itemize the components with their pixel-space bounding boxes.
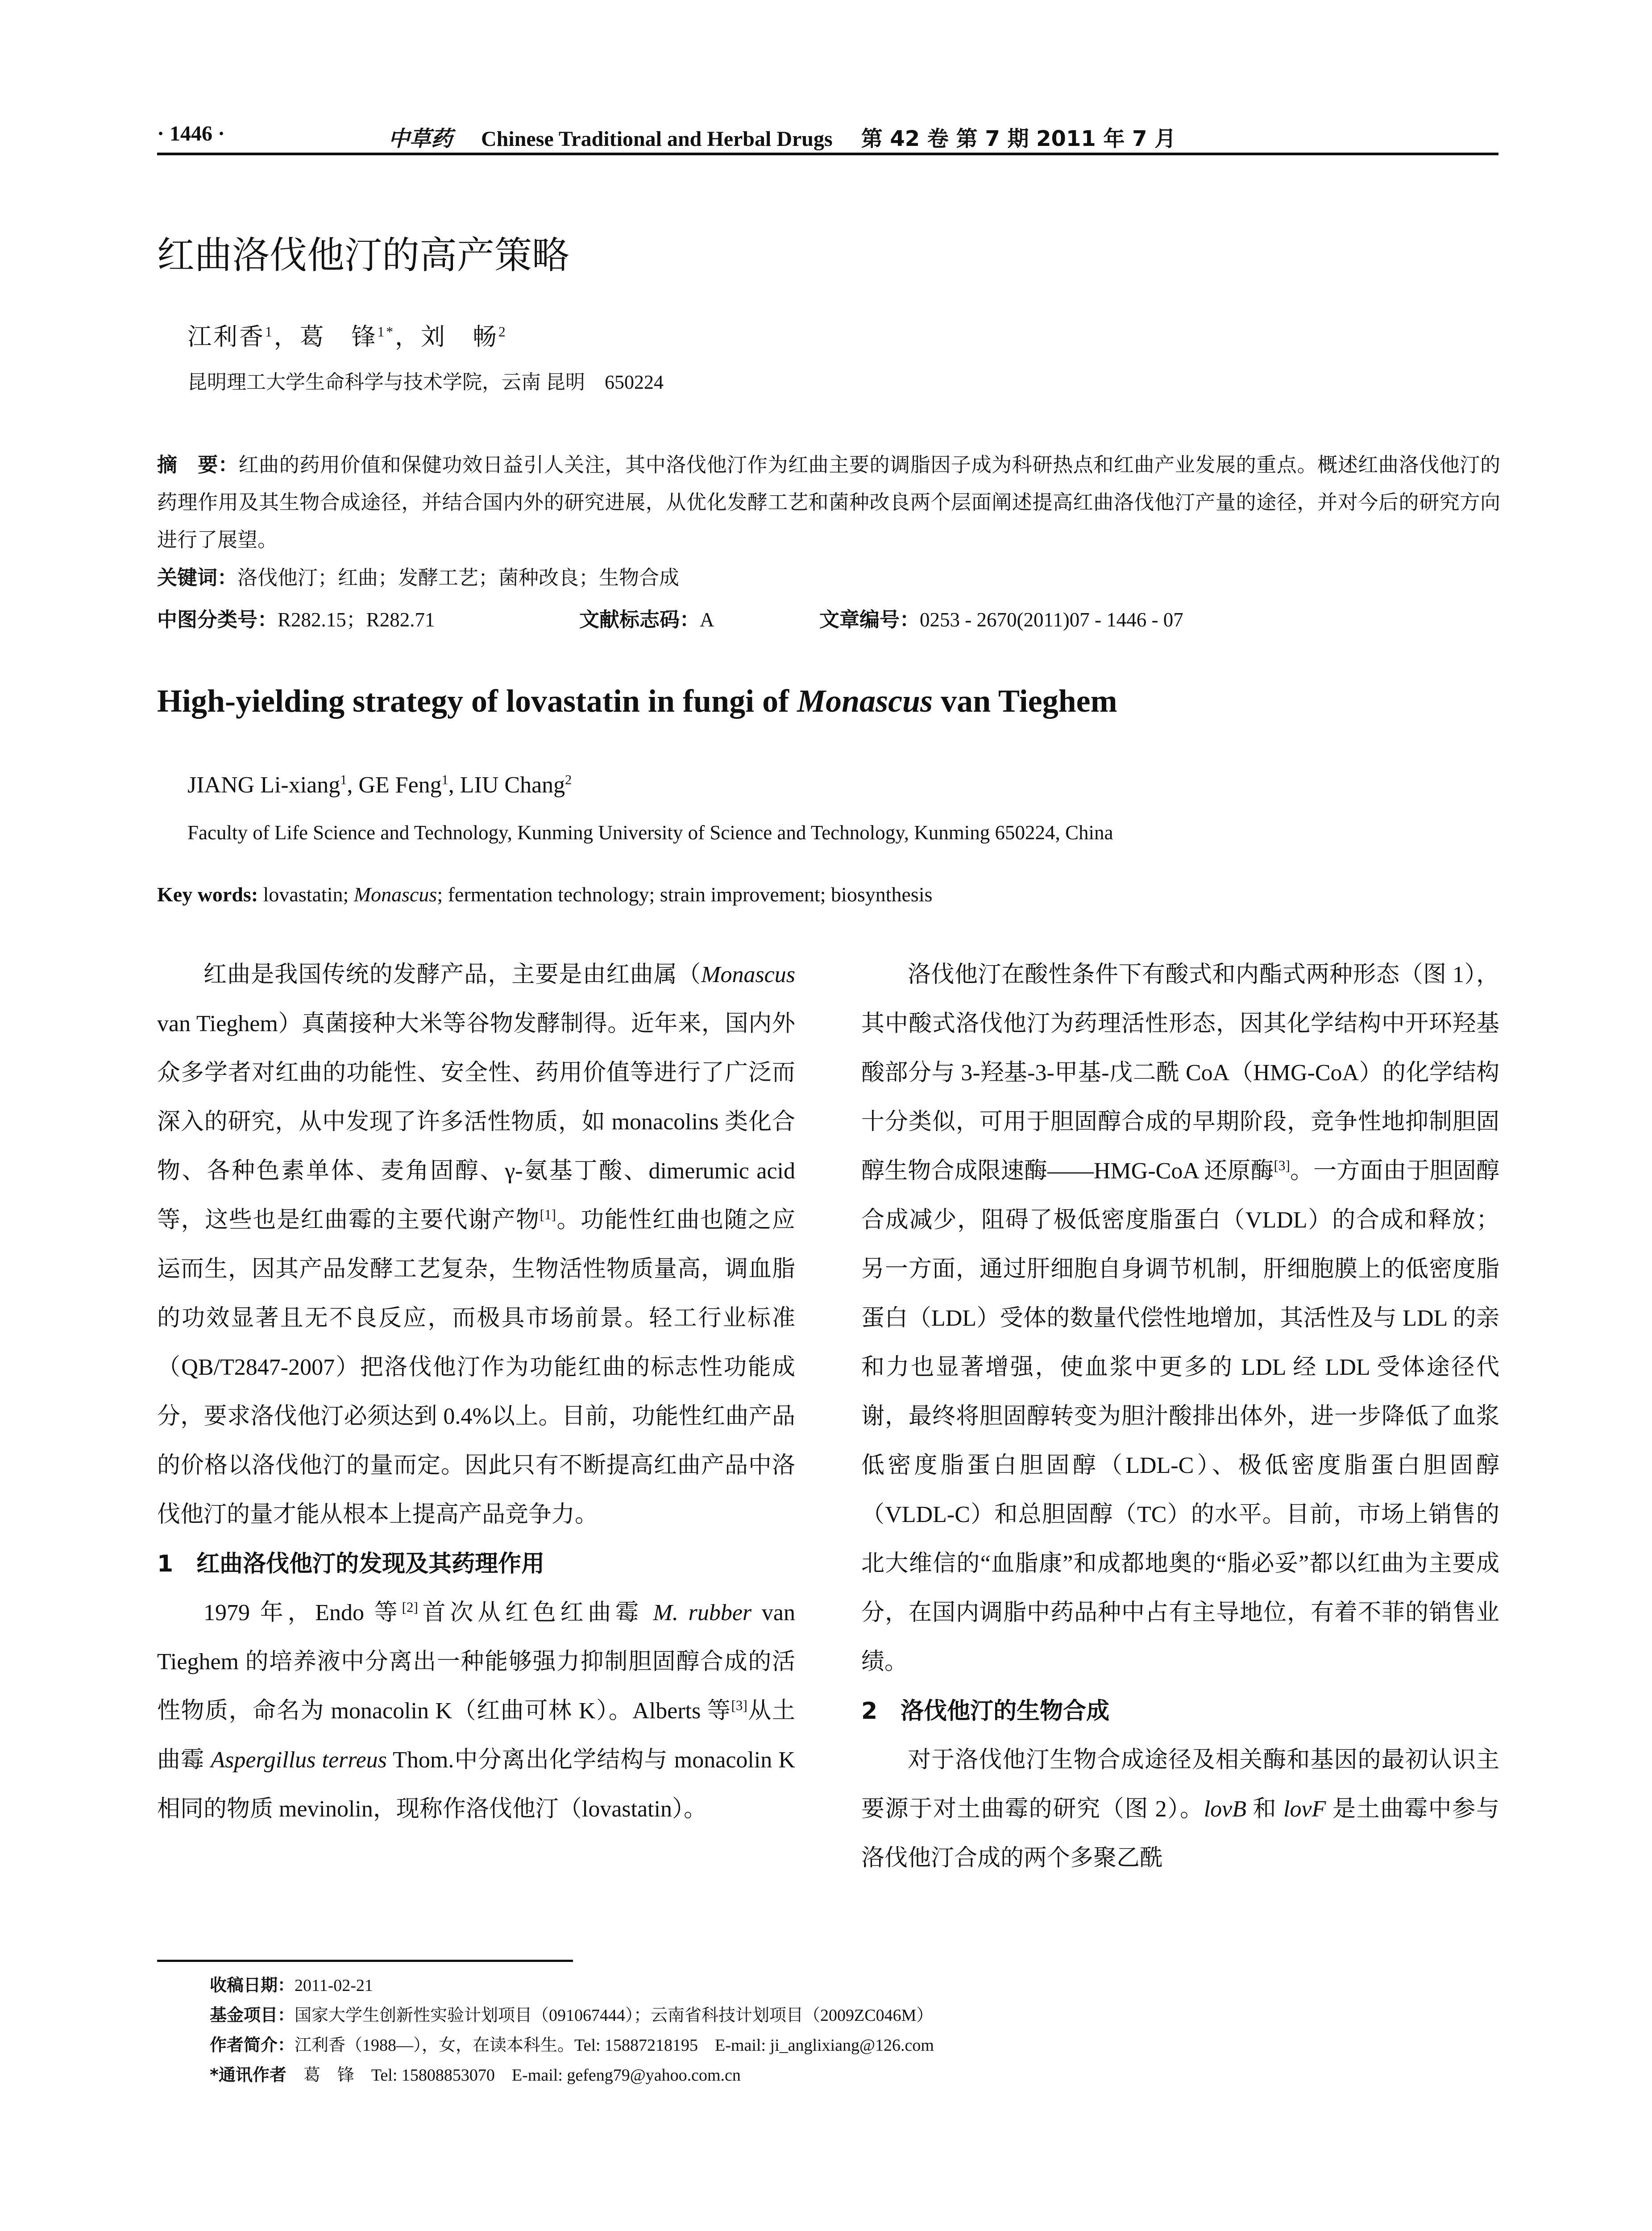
article-value: 0253 - 2670(2011)07 - 1446 - 07	[920, 609, 1183, 631]
journal-name-en: Chinese Traditional and Herbal Drugs	[481, 127, 833, 151]
body-column-right	[861, 950, 1499, 1883]
clc-label: 中图分类号：	[157, 608, 278, 631]
footnote-corresponding: *通讯作者 葛 锋 Tel: 15808853070 E-mail: gefeng79@yahoo.com.cn	[210, 2065, 741, 2085]
keywords-text: 洛伐他汀；红曲；发酵工艺；菌种改良；生物合成	[237, 567, 680, 589]
keywords-en-text: ; fermentation technology; strain improvement; biosynthesis	[437, 883, 933, 906]
body-column-left	[157, 950, 795, 1834]
author-affil-mark: 2	[565, 772, 572, 788]
authors-cn: 江利香$^1$，葛 锋$^{1*}$，刘 畅$^2$	[187, 323, 507, 350]
affiliation-cn: 昆明理工大学生命科学与技术学院，云南 昆明 650224	[187, 371, 664, 393]
footnote-rule	[157, 1960, 573, 1962]
keywords-en	[157, 883, 933, 906]
body-paragraph: 洛伐他汀在酸性条件下有酸式和内酯式两种形态（图 1），其中酸式洛伐他汀为药理活性形态，因其化学结构中开环羟基酸部分与 3-羟基-3-甲基-戊二酰 CoA（HMG-CoA）的化学结构十分类似，可用于胆固醇合成的早期阶段，竞争性地抑制胆固醇生物合成限速酶——HMG-CoA 还原酶[3]。一方面由于胆固醇合成减少，阻碍了极低密度脂蛋白（VLDL）的合成和释放；另一方面，通过肝细胞自身调节机制，肝细胞膜上的低密度脂蛋白（LDL）受体的数量代偿性地增加，其活性及与 LDL 的亲和力也显著增强，使血浆中更多的 LDL 经 LDL 受体途径代谢，最终将胆固醇转变为胆汁酸排出体外，进一步降低了血浆低密度脂蛋白胆固醇（LDL-C）、极低密度脂蛋白胆固醇（VLDL-C）和总胆固醇（TC）的水平。目前，市场上销售的北大维信的“血脂康”和成都地奥的“脂必妥”都以红曲为主要成分，在国内调脂中药品种中占有主导地位，有着不菲的销售业绩。	[861, 962, 1499, 1675]
article-number	[819, 603, 1183, 632]
author-affil-mark: 1	[265, 324, 274, 340]
abstract-label: 摘 要：	[157, 453, 239, 477]
section-heading: 1 红曲洛伐他汀的发现及其药理作用	[157, 1551, 545, 1577]
abstract-text: 红曲的药用价值和保健功效日益引人关注，其中洛伐他汀作为红曲主要的调脂因子成为科研热点和红曲产业发展的重点。概述红曲洛伐他汀的药理作用及其生物合成途径，并结合国内外的研究进展，从优化发酵工艺和菌种改良两个层面阐述提高红曲洛伐他汀产量的途径，并对今后的研究方向进行了展望。	[157, 454, 1500, 551]
page-number: · 1446 ·	[157, 122, 225, 145]
affiliation-en: Faculty of Life Science and Technology, Kunming University of Science and Technology, Kunming 650224, China	[187, 821, 1113, 844]
body-paragraph: 1979 年，Endo 等[2]首次从红色红曲霉 M. rubber van Tieghem 的培养液中分离出一种能够强力抑制胆固醇合成的活性物质，命名为 monacolin K（红曲可林 K）。Alberts 等[3]从土曲霉 Aspergillus terreus Thom.中分离出化学结构与 monacolin K 相同的物质 mevinolin，现称作洛伐他汀（lovastatin）。	[157, 1599, 795, 1822]
citation: [1]	[540, 1207, 556, 1223]
doc-value: A	[700, 609, 714, 631]
author-name: 刘 畅	[420, 323, 498, 350]
section-heading: 2 洛伐他汀的生物合成	[861, 1698, 1110, 1725]
title-en-part: van Tieghem	[933, 683, 1117, 719]
author-name: 江利香	[187, 323, 265, 350]
keywords-cn	[157, 561, 679, 590]
journal-header	[388, 121, 1176, 152]
title-en-genus: Monascus	[797, 683, 933, 719]
body-paragraph: 对于洛伐他汀生物合成途径及相关酶和基因的最初认识主要源于对土曲霉的研究（图 2）。lovB 和 lovF 是土曲霉中参与洛伐他汀合成的两个多聚乙酰	[861, 1747, 1499, 1871]
citation: [3]	[1274, 1157, 1290, 1174]
body-paragraph: 红曲是我国传统的发酵产品，主要是由红曲属（Monascus van Tieghem）真菌接种大米等谷物发酵制得。近年来，国内外众多学者对红曲的功能性、安全性、药用价值等进行了广泛而深入的研究，从中发现了许多活性物质，如 monacolins 类化合物、各种色素单体、麦角固醇、γ-氨基丁酸、dimerumic acid 等，这些也是红曲霉的主要代谢产物[1]。功能性红曲也随之应运而生，因其产品发酵工艺复杂，生物活性物质量高，调血脂的功效显著且无不良反应，而极具市场前景。轻工行业标准（QB/T2847-2007）把洛伐他汀作为功能红曲的标志性功能成分，要求洛伐他汀必须达到 0.4%以上。目前，功能性红曲产品的价格以洛伐他汀的量而定。因此只有不断提高红曲产品中洛伐他汀的量才能从根本上提高产品竞争力。	[157, 962, 795, 1527]
author-affil-mark: 2	[498, 324, 507, 340]
author-name: LIU Chang	[460, 772, 565, 798]
article-label: 文章编号：	[819, 608, 920, 631]
title-cn: 红曲洛伐他汀的高产策略	[157, 233, 570, 277]
author-name: 葛 锋	[299, 323, 378, 350]
author-affil-mark: 1*	[377, 324, 395, 340]
journal-name-cn: 中草药	[388, 126, 453, 151]
author-name: JIANG Li-xiang	[187, 772, 340, 798]
clc-number	[157, 603, 435, 632]
abstract-cn	[157, 446, 1500, 559]
keywords-en-genus: Monascus	[353, 883, 437, 906]
footnote-author: 作者简介：江利香（1988—），女，在读本科生。Tel: 15887218195 E-mail: ji_anglixiang@126.com	[210, 2035, 934, 2055]
citation: [3]	[731, 1697, 747, 1713]
authors-en: JIANG Li-xiang$^1$, GE Feng$^1$, LIU Chang$^2$	[187, 772, 572, 798]
footnote-received: 收稿日期：2011-02-21	[210, 1975, 373, 1995]
title-en-part: High-yielding strategy of lovastatin in fungi of	[157, 683, 797, 719]
footnotes	[210, 1970, 934, 2090]
footnote-fund: 基金项目：国家大学生创新性实验计划项目（091067444）；云南省科技计划项目（2009ZC046M）	[210, 2005, 934, 2025]
author-affil-mark: 1	[340, 772, 347, 788]
header-rule	[157, 153, 1498, 155]
clc-value: R282.15；R282.71	[278, 609, 435, 631]
keywords-en-text: lovastatin;	[258, 883, 354, 906]
journal-issue: 第 42 卷 第 7 期 2011 年 7 月	[861, 126, 1176, 151]
keywords-en-label: Key words:	[157, 883, 258, 906]
citation: [2]	[402, 1599, 418, 1615]
doc-code	[579, 603, 714, 632]
author-affil-mark: 1	[441, 772, 448, 788]
author-name: GE Feng	[358, 772, 442, 798]
title-en	[157, 683, 1117, 720]
doc-label: 文献标志码：	[579, 608, 700, 631]
keywords-label: 关键词：	[157, 566, 238, 589]
